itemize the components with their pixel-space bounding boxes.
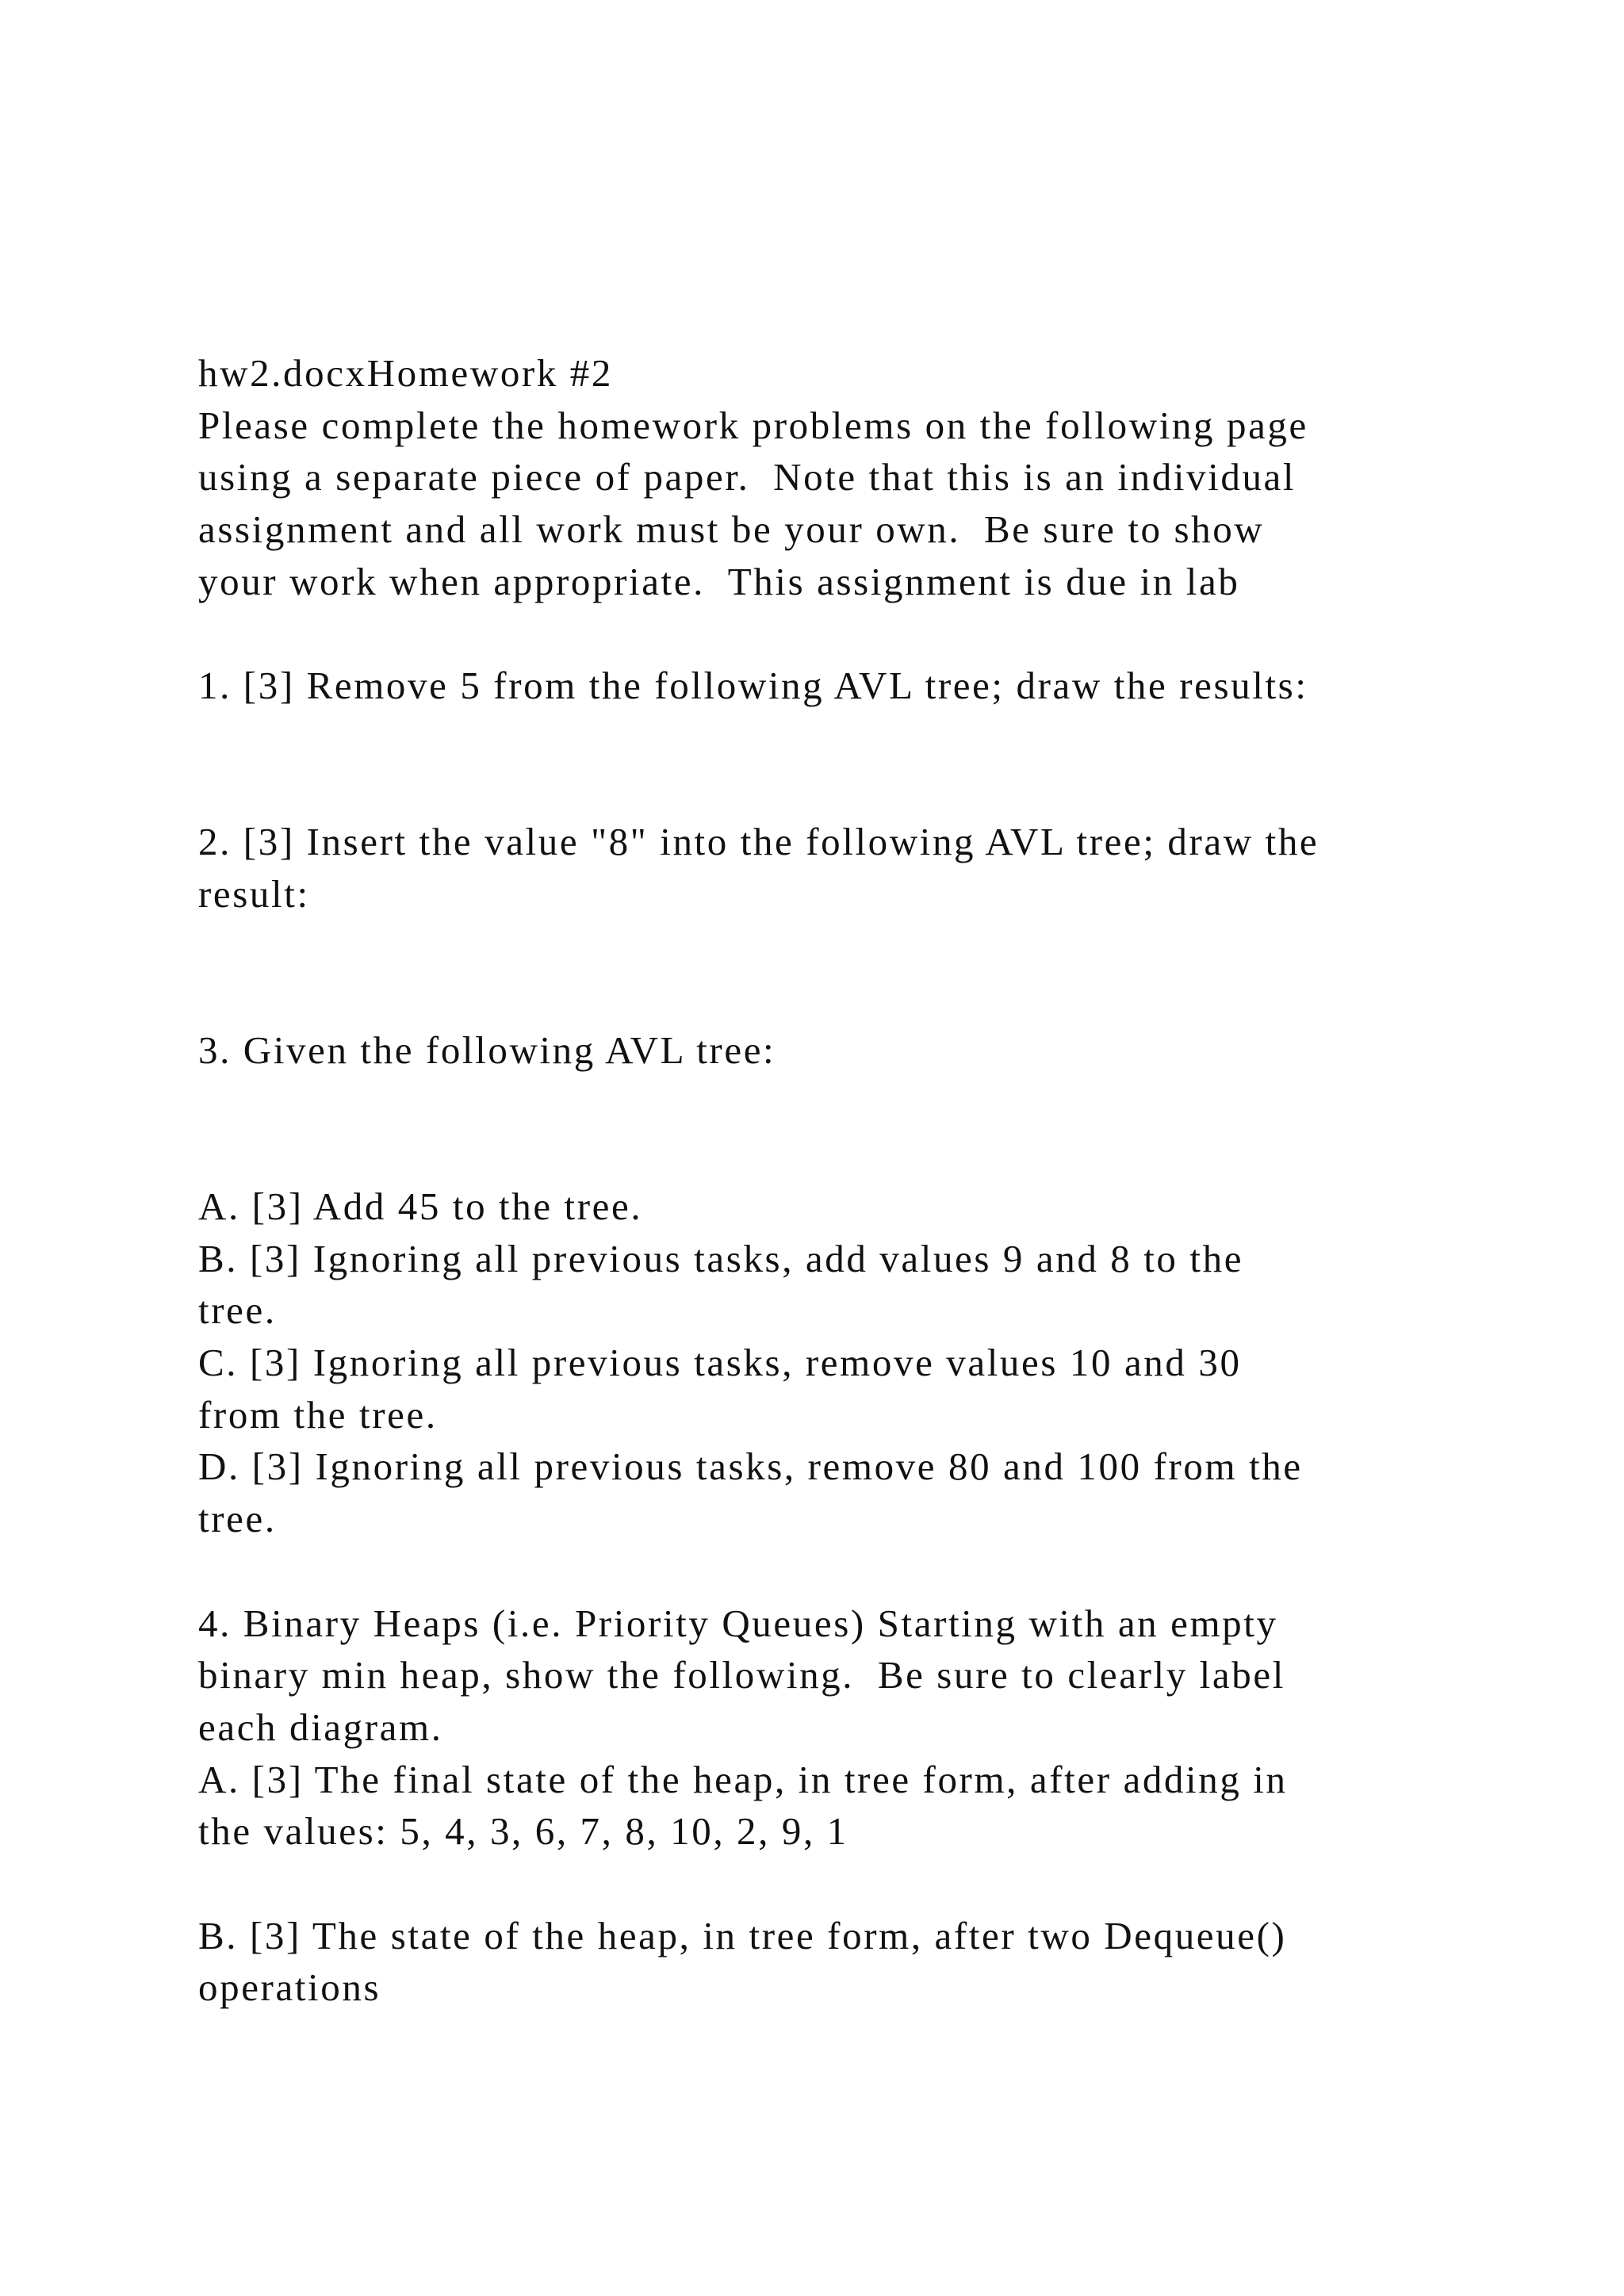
spacer — [198, 764, 1530, 817]
intro-line: assignment and all work must be your own. Be sure to show — [198, 507, 1265, 552]
question-3-prompt: 3. Given the following AVL tree: — [198, 1027, 776, 1072]
question-2-line: 2. [3] Insert the value "8" into the following AVL tree; draw the — [198, 820, 1320, 864]
spacer — [198, 972, 1530, 1024]
question-4-prompt-line: each diagram. — [198, 1705, 443, 1749]
question-4-prompt-line: binary min heap, show the following. Be sure to clearly label — [198, 1653, 1285, 1697]
question-3b-line: B. [3] Ignoring all previous tasks, add values 9 and 8 to the — [198, 1236, 1244, 1280]
question-4b-line: B. [3] The state of the heap, in tree form, after two Dequeue() — [198, 1913, 1287, 1957]
question-3b-line: tree. — [198, 1288, 277, 1333]
intro-line: Please complete the homework problems on the following page — [198, 403, 1308, 447]
question-3d-line: D. [3] Ignoring all previous tasks, remove 80 and 100 from the — [198, 1445, 1303, 1489]
spacer — [198, 607, 1530, 660]
question-3c-line: C. [3] Ignoring all previous tasks, remove values 10 and 30 — [198, 1341, 1242, 1385]
spacer — [198, 1077, 1530, 1129]
question-3a: A. [3] Add 45 to the tree. — [198, 1184, 643, 1228]
spacer — [198, 920, 1530, 973]
document-header: hw2.docxHomework #2 — [198, 351, 613, 395]
question-4b-line: operations — [198, 1965, 381, 2010]
question-4a-line: A. [3] The final state of the heap, in tree form, after adding in — [198, 1757, 1288, 1801]
question-3d-line: tree. — [198, 1497, 277, 1541]
spacer — [198, 1128, 1530, 1181]
question-2-line: result: — [198, 871, 310, 916]
question-3c-line: from the tree. — [198, 1392, 438, 1437]
intro-line: your work when appropriate. This assignment is due in lab — [198, 559, 1240, 603]
question-1: 1. [3] Remove 5 from the following AVL tree; draw the results: — [198, 664, 1308, 708]
question-4-prompt-line: 4. Binary Heaps (i.e. Priority Queues) Starting with an empty — [198, 1601, 1278, 1645]
spacer — [198, 1545, 1530, 1598]
spacer — [198, 1858, 1530, 1910]
intro-line: using a separate piece of paper. Note that this is an individual — [198, 455, 1297, 499]
question-4a-line: the values: 5, 4, 3, 6, 7, 8, 10, 2, 9, 1 — [198, 1809, 848, 1854]
spacer — [198, 712, 1530, 764]
document-body — [198, 347, 1530, 2014]
